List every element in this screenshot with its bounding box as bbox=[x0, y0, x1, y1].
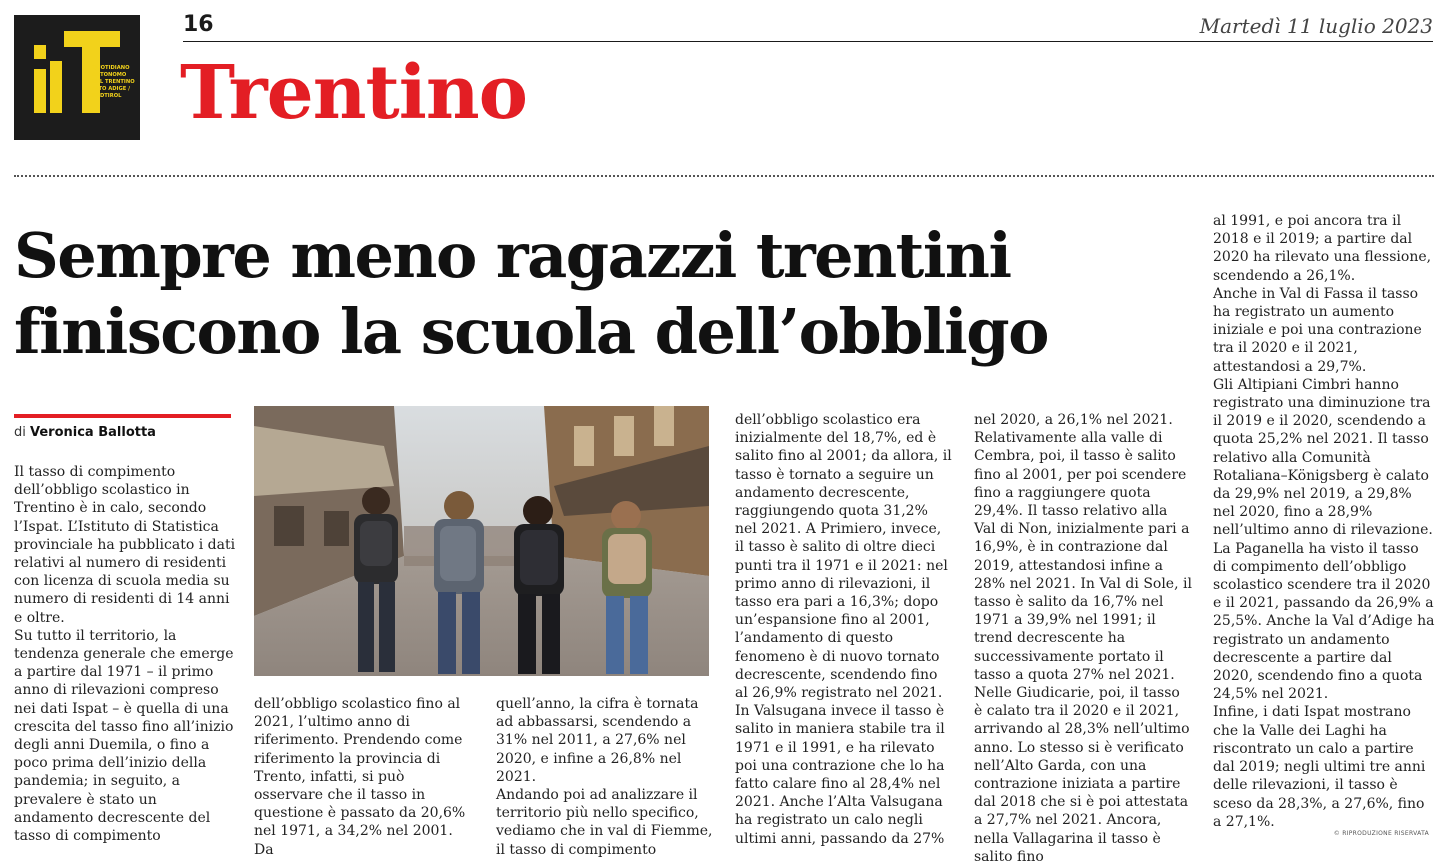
paragraph: In Valsugana invece il tasso è salito in maniera stabile tra il 1971 e il 1991, e ha rilevato poi una contrazione che lo ha fatto calare fino al 28,4% nel 2021. Anche l’Alta Valsugana ha registrato un calo negli ultimi anni, passando da 27% bbox=[735, 703, 945, 847]
byline-rule bbox=[14, 414, 231, 418]
paragraph: Relativamente alla valle di Cembra, poi, il tasso è salito fino al 2001, per poi scendere fino a raggiungere quota 29,4%. Il tasso relativo alla Val di Non, inizialmente pari a 16,9%, è in contrazione dal 2019, attestandosi infine a 28% nel 2021. In Val di Sole, il tasso è salito da 16,7% nel 1971 a 39,9% nel 1991; il trend decrescente ha successivamente portato il tasso a quota 27% nel 2021. bbox=[974, 430, 1192, 683]
headline-line: Sempre meno ragazzi trentini bbox=[14, 219, 1011, 292]
headline-line: finiscono la scuola dell’obbligo bbox=[14, 295, 1048, 368]
dotted-divider bbox=[14, 175, 1434, 177]
paragraph: Andando poi ad analizzare il territorio più nello specifico, vediamo che in val di Fiemme, il tasso di compimento bbox=[496, 787, 713, 858]
paragraph: Su tutto il territorio, la tendenza generale che emerge a partire dal 1971 – il primo anno di rilevazioni compreso nei dati Ispat – è quella di una crescita del tasso fino all’inizio degli anni Duemila, o fino a poco prima dell’inizio della pandemia; in seguito, a prevalere è stato un andamento decrescente del tasso di compimento bbox=[14, 627, 234, 845]
article-column-6 bbox=[1213, 212, 1435, 831]
newspaper-logo bbox=[14, 15, 140, 140]
paragraph: nel 2020, a 26,1% nel 2021. bbox=[974, 412, 1173, 428]
article-column-4 bbox=[735, 411, 953, 848]
paragraph: al 1991, e poi ancora tra il 2018 e il 2019; a partire dal 2020 ha rilevato una flessione, scendendo a 26,1%. bbox=[1213, 213, 1432, 284]
article-photo bbox=[254, 406, 709, 676]
copyright-notice: © RIPRODUZIONE RISERVATA bbox=[1333, 830, 1429, 837]
article-column-5 bbox=[974, 411, 1192, 866]
section-title: Trentino bbox=[180, 50, 528, 136]
article-headline bbox=[14, 218, 1194, 370]
logo-tagline: QUOTIDIANO AUTONOMO DEL TRENTINO ALTO ADIGE / SÜDTIROL bbox=[92, 65, 135, 99]
paragraph: Il tasso di compimento dell’obbligo scolastico in Trentino è in calo, secondo l’Ispat. L’Istituto di Statistica provinciale ha pubblicato i dati relativi al numero di residenti con licenza di scuola media su numero di residenti di 14 anni e oltre. bbox=[14, 464, 236, 626]
byline bbox=[14, 425, 156, 440]
paragraph: dell’obbligo scolastico era inizialmente del 18,7%, ed è salito fino al 2001; da allora, il tasso è tornato a seguire un andamento decrescente, raggiungendo quota 31,2% nel 2021. A Primiero, invece, il tasso è salito di oltre dieci punti tra il 1971 e il 2021: nel primo anno di rilevazioni, il tasso era pari a 16,3%; dopo un’espansione fino al 2001, l’andamento di questo fenomeno è di nuovo tornato decrescente, scendendo fino al 26,9% registrato nel 2021. bbox=[735, 412, 952, 702]
article-column-3 bbox=[496, 695, 714, 859]
byline-author: Veronica Ballotta bbox=[30, 425, 156, 440]
paragraph: Infine, i dati Ispat mostrano che la Valle dei Laghi ha riscontrato un calo a partire dal 2019; negli ultimi tre anni delle rilevazioni, il tasso è sceso da 28,3%, a 27,6%, fino a 27,1%. bbox=[1213, 704, 1426, 830]
article-column-1 bbox=[14, 463, 236, 845]
paragraph: quell’anno, la cifra è tornata ad abbassarsi, scendendo a 31% nel 2011, a 27,6% nel 2020, e infine a 26,8% nel 2021. bbox=[496, 696, 699, 785]
paragraph: dell’obbligo scolastico fino al 2021, l’ultimo anno di riferimento. Prendendo come riferimento la provincia di Trento, infatti, si può osservare che il tasso in questione è passato da 20,6% nel 1971, a 34,2% nel 2001. Da bbox=[254, 696, 466, 858]
page-number: 16 bbox=[183, 12, 214, 37]
paragraph: Gli Altipiani Cimbri hanno registrato una diminuzione tra il 2019 e il 2020, scendendo a quota 25,2% nel 2021. Il tasso relativo alla Comunità Rotaliana–Königsberg è calato da 29,9% nel 2019, a 29,8% nel 2020, fino a 28,9% nell’ultimo anno di rilevazione. La Paganella ha visto il tasso di compimento dell’obbligo scolastico scendere tra il 2020 e il 2021, passando da 26,9% a 25,5%. Anche la Val d’Adige ha registrato un andamento decrescente a partire dal 2020, scendendo fino a quota 24,5% nel 2021. bbox=[1213, 376, 1435, 703]
paragraph: Nelle Giudicarie, poi, il tasso è calato tra il 2020 e il 2021, arrivando al 28,3% nell’ultimo anno. Lo stesso si è verificato nell’Alto Garda, con una contrazione iniziata a partire dal 2018 che si è poi attestata a 27,7% nel 2021. Ancora, nella Vallagarina il tasso è salito fino bbox=[974, 685, 1190, 865]
byline-prefix: di bbox=[14, 425, 30, 440]
article-column-2 bbox=[254, 695, 472, 859]
issue-date: Martedì 11 luglio 2023 bbox=[1199, 14, 1433, 38]
header-rule bbox=[183, 41, 1433, 42]
paragraph: Anche in Val di Fassa il tasso ha registrato un aumento iniziale e poi una contrazione tra il 2020 e il 2021, attestandosi a 29,7%. bbox=[1213, 285, 1422, 375]
logo-mark bbox=[34, 31, 92, 117]
